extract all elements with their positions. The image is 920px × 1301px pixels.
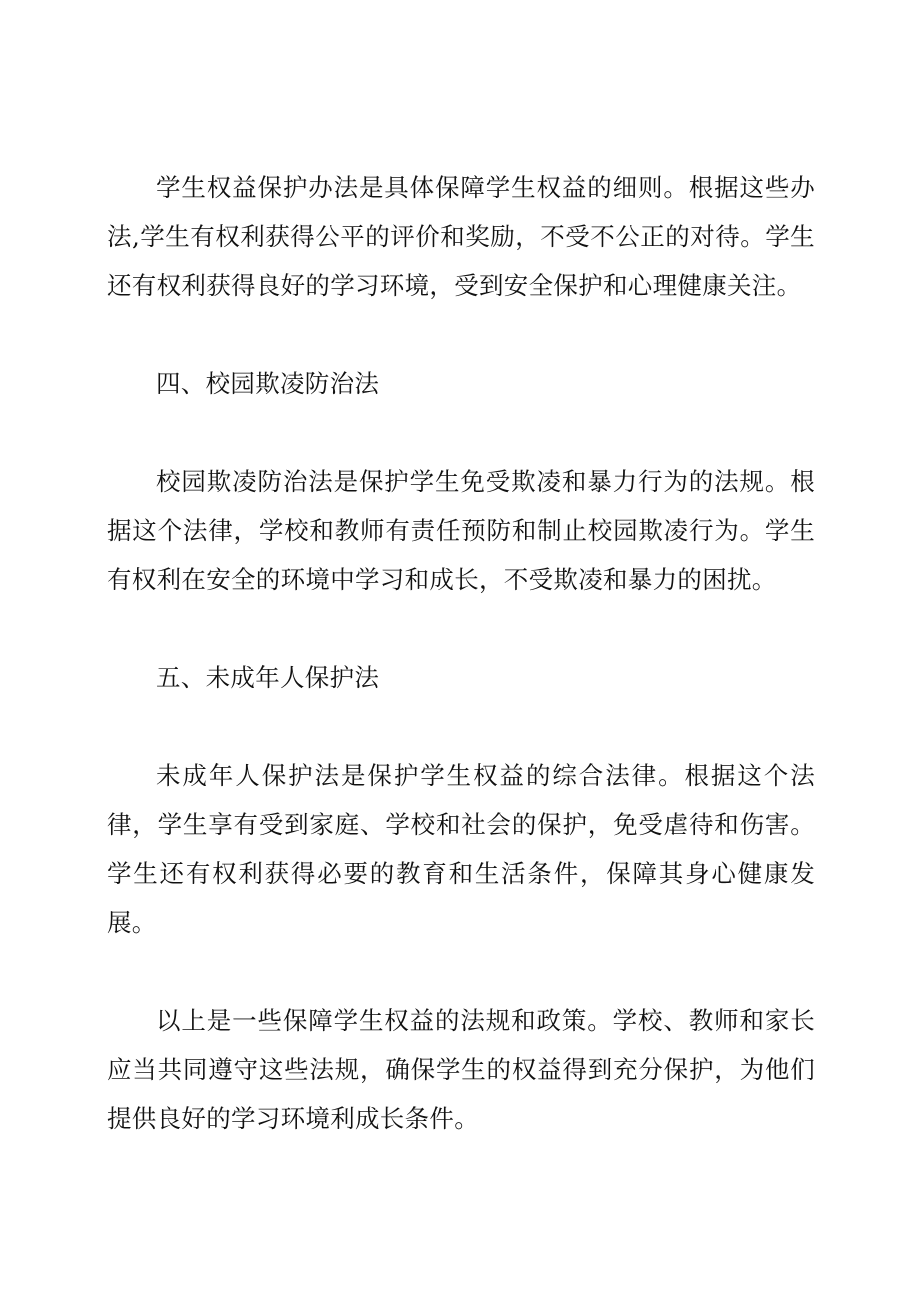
paragraph-conclusion: 以上是一些保障学生权益的法规和政策。学校、教师和家长应当共同遵守这些法规，确保学生的权益得到充分保护，为他们提供良好的学习环境利成长条件。 [107, 1006, 815, 1133]
paragraph-minor-protection: 未成年人保护法是保护学生权益的综合法律。根据这个法律，学生享有受到家庭、学校和社会的保护，免受虐待和伤害。学生还有权利获得必要的教育和生活条件，保障其身心健康发展。 [107, 761, 815, 937]
paragraph-anti-bullying: 校园欺凌防治法是保护学生免受欺凌和暴力行为的法规。根据这个法律，学校和教师有责任预防和制止校园欺凌行为。学生有权利在安全的环境中学习和成长，不受欺凌和暴力的困扰。 [107, 467, 815, 594]
paragraph-student-rights-measures: 学生权益保护办法是具体保障学生权益的细则。根据这些办法,学生有权利获得公平的评价和奖励，不受不公正的对待。学生还有权利获得良好的学习环境，受到安全保护和心理健康关注。 [107, 173, 815, 300]
section-heading-anti-bullying: 四、校园欺凌防治法 [156, 369, 380, 398]
document-body [107, 163, 815, 1192]
section-heading-minor-protection: 五、未成年人保护法 [156, 663, 380, 692]
